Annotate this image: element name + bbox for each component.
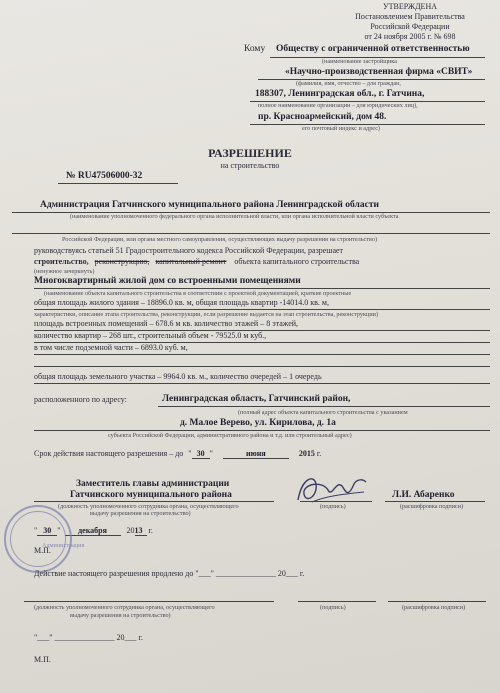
hint-person: (фамилия, имя, отчество – для граждан, <box>296 80 401 87</box>
grounds-text: руководствуясь статьей 51 Градостроительного кодекса Российской Федерации, разрешает <box>34 246 344 255</box>
underground: в том числе подземной части – 6893.0 куб. м, <box>34 343 188 352</box>
object-name: Многоквартирный жилой дом со встроенными помещениями <box>34 276 301 286</box>
ext-date-blank2: _______________ <box>54 633 115 642</box>
ext-hint-position2: выдачу разрешения на строительство) <box>70 612 171 619</box>
permit-title: РАЗРЕШЕНИЕ <box>208 146 292 160</box>
recipient-address2: пр. Красноармейский, дом 48. <box>258 112 387 122</box>
ext-date-year-prefix: 20 <box>116 633 125 642</box>
ext-date-blank3: ___ <box>124 633 137 642</box>
ext-date-q1: " <box>34 633 38 642</box>
signatory-name: Л.И. Абаренко <box>392 490 455 500</box>
signatory-position2: Гатчинского муниципального района <box>70 490 232 500</box>
ext-hint-name: (расшифровка подписи) <box>402 604 466 611</box>
extension-line <box>34 569 304 578</box>
approval-line2: Постановлением Правительства <box>355 12 465 21</box>
validity-year-suffix: г. <box>316 449 322 458</box>
ext-hint-position1: (должность уполномоченного сотрудника органа, осуществляющего <box>34 604 215 611</box>
hint-location: (полный адрес объекта капитального строительства с указанием <box>238 409 408 416</box>
location1: Ленинградская область, Гатчинский район, <box>162 394 351 404</box>
location-label: расположенного по адресу: <box>34 395 127 404</box>
work-post: объекта капитального строительства <box>234 257 360 266</box>
hint-address: его почтовый индекс и адрес) <box>302 125 380 132</box>
hint-authority1: (наименование уполномоченного федерального органа исполнительной власти, или органа исполнительной власти субъекта <box>70 213 399 220</box>
seal-label: М.П. <box>34 546 51 555</box>
work-construction: строительство, <box>34 257 89 266</box>
extension-blank2: _______________ <box>215 569 276 578</box>
extension-blank3: ___ <box>285 569 298 578</box>
issue-day: 30 <box>37 526 57 536</box>
location2: д. Малое Верево, ул. Кирилова, д. 1а <box>180 418 336 428</box>
validity-month: июня <box>223 449 289 459</box>
work-repair: капитальный ремонт <box>155 257 227 266</box>
hint-subject: субъекта Российской Федерации, административного района и т.д. или строительный адрес) <box>108 432 352 439</box>
built-in-area: площадь встроенных помещений – 678.6 м кв. количество этажей – 8 этажей, <box>34 319 299 328</box>
issue-q1: " <box>34 526 38 535</box>
authority-name: Администрация Гатчинского муниципального района Ленинградской области <box>40 200 379 210</box>
hint-signature: (подпись) <box>320 503 346 510</box>
land-area: общая площадь земельного участка – 9964.0 кв. м., количество очередей – 1 очередь <box>34 372 322 381</box>
signature-graphic <box>292 470 372 510</box>
apartments: количество квартир – 268 шт., строительный объем - 79525.0 м куб., <box>34 331 267 340</box>
work-type-line <box>34 257 359 266</box>
extension-blank1: ___ <box>198 569 211 578</box>
ext-seal-label: М.П. <box>34 655 51 664</box>
issue-year-suffix: г. <box>148 526 153 535</box>
extension-year-suffix: г. <box>299 569 305 578</box>
extension-year-prefix: 20 <box>277 569 286 578</box>
work-reconstruction: реконструкцию, <box>94 257 150 266</box>
hint-developer: (наименование застройщика <box>322 58 397 65</box>
permit-subtitle: на строительство <box>220 161 280 170</box>
ext-date-q2: " <box>49 633 53 642</box>
extension-mid: " <box>210 569 214 578</box>
hint-org: полное наименование организации – для юридических лиц), <box>258 102 418 109</box>
approval-line4: от 24 ноября 2005 г. № 698 <box>364 32 456 41</box>
approval-line1: УТВЕРЖДЕНА <box>382 2 437 11</box>
validity-day: 30 <box>192 449 210 459</box>
issue-year-prefix: 20 <box>126 526 135 535</box>
ext-date-blank1: ___ <box>37 633 50 642</box>
hint-strike: (ненужное зачеркнуть) <box>34 268 95 275</box>
issue-month: декабря <box>65 526 121 536</box>
approval-block <box>340 2 480 42</box>
hint-position1: (должность уполномоченного сотрудника органа, осуществляющего <box>58 503 239 510</box>
validity-q2: " <box>209 449 213 458</box>
stamp-text: Администрация <box>42 542 85 549</box>
validity-q1: " <box>188 449 192 458</box>
recipient-to-label: Кому <box>244 44 266 54</box>
ext-hint-signature: (подпись) <box>320 604 346 611</box>
issue-q2: " <box>57 526 61 535</box>
extension-date-line <box>34 633 143 642</box>
hint-position2: выдачу разрешения на строительство) <box>90 510 191 517</box>
validity-line <box>34 449 321 459</box>
approval-line3: Российской Федерации <box>370 22 450 31</box>
hint-characteristics: характеристики, описание этапа строительства, реконструкции, если разрешение выдается на этап строительства, реконструкции) <box>34 311 379 318</box>
hint-name: (расшифровка подписи) <box>400 503 464 510</box>
area-line: общая площадь жилого здания – 18896.0 кв. м, общая площадь квартир -14014.0 кв. м, <box>34 298 329 307</box>
hint-object: (наименование объекта капитального строительства в соответствии с проектной документацией, краткие проектные <box>44 290 352 297</box>
recipient-name: Обществу с ограниченной ответственностью <box>276 44 470 54</box>
validity-text: Срок действия настоящего разрешения – до <box>34 449 184 458</box>
issue-year: 13 <box>135 526 147 536</box>
stamp-graphic <box>4 505 72 573</box>
permit-number: № RU47506000-32 <box>66 171 143 181</box>
ext-date-suffix: г. <box>138 633 143 642</box>
validity-year: 2015 <box>298 449 315 458</box>
recipient-firm: «Научно-производственная фирма «СВИТ» <box>285 67 473 77</box>
signatory-position1: Заместитель главы администрации <box>76 479 230 489</box>
extension-text: Действие настоящего разрешения продлено до " <box>34 569 199 578</box>
hint-authority2: Российской Федерации, или органа местного самоуправления, осуществляющих выдачу разрешения на строительство) <box>62 236 378 243</box>
recipient-address1: 188307, Ленинградская обл., г. Гатчина, <box>255 89 425 99</box>
